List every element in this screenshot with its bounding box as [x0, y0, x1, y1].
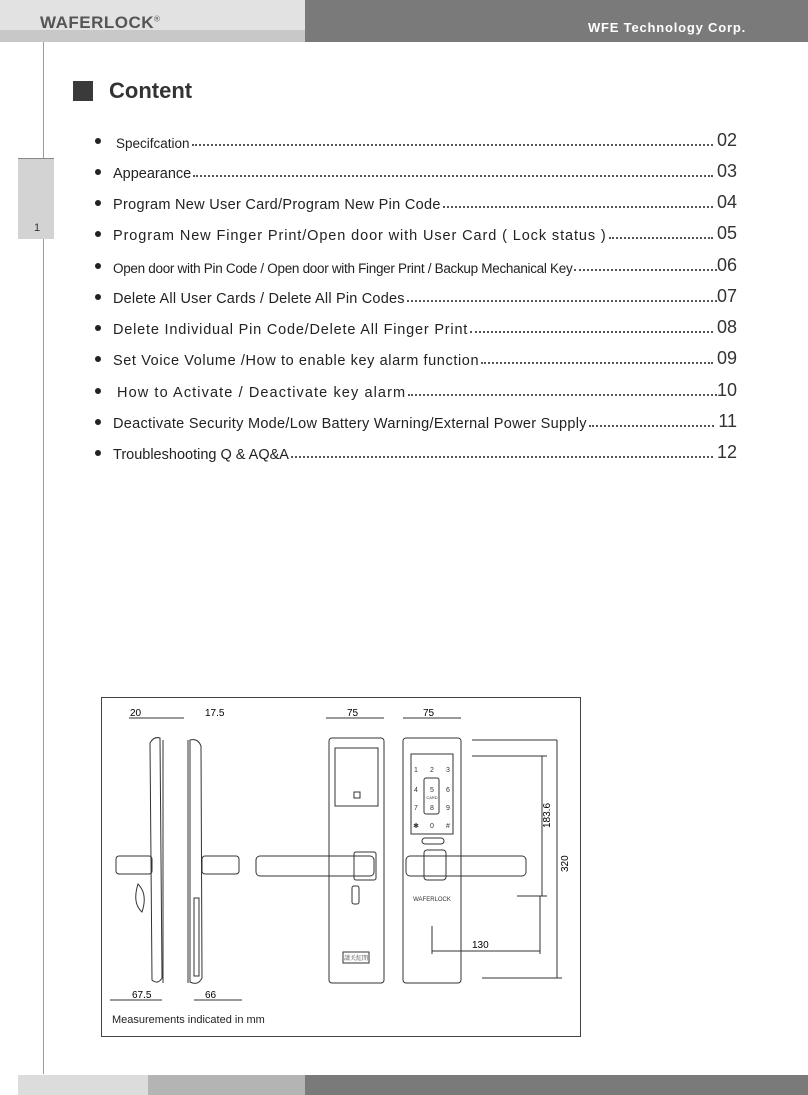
bullet-icon: [95, 419, 101, 425]
toc-label: Troubleshooting Q & AQ&A: [113, 447, 289, 463]
toc-item[interactable]: [95, 127, 737, 151]
bullet-icon: [95, 231, 101, 237]
toc-label: Appearance: [113, 166, 192, 182]
toc-label: Set Voice Volume /How to enable key alarm function: [113, 353, 480, 369]
dim-183-6: 183.6: [542, 802, 553, 828]
toc-item[interactable]: [95, 252, 737, 276]
toc-page: 10: [716, 380, 737, 400]
key-6: 6: [446, 787, 450, 794]
toc-page: 08: [716, 317, 737, 337]
back-sticker-text: 請关紅閉: [343, 956, 369, 962]
key-9: 9: [446, 805, 450, 812]
toc-page: 05: [716, 223, 737, 243]
card-label: CARD: [426, 795, 438, 800]
toc-page: 12: [716, 442, 737, 462]
toc-label: Deactivate Security Mode/Low Battery Warning/External Power Supply: [113, 416, 587, 432]
toc-label: Program New Finger Print/Open door with User Card ( Lock status ): [113, 228, 607, 244]
bullet-icon: [95, 138, 101, 144]
toc-label: How to Activate / Deactivate key alarm: [117, 385, 407, 401]
dim-17-5: 17.5: [205, 708, 225, 719]
front-top-panel: [335, 748, 378, 806]
toc-page: 11: [718, 411, 737, 431]
dim-75-front: 75: [347, 708, 359, 719]
key-4: 4: [414, 787, 418, 794]
key-5: 5: [430, 787, 434, 794]
toc-item[interactable]: [95, 189, 737, 213]
toc-leader: [470, 331, 713, 333]
toc-item[interactable]: [95, 377, 737, 401]
bullet-icon: [95, 263, 101, 269]
toc-item[interactable]: [95, 220, 737, 244]
dim-130: 130: [472, 940, 489, 951]
bullet-icon: [95, 169, 101, 175]
company-name: WFE Technology Corp.: [587, 20, 746, 35]
bullet-icon: [95, 450, 101, 456]
footer-bar-light: [18, 1075, 158, 1095]
dim-320: 320: [560, 855, 571, 872]
toc-page: 07: [716, 286, 737, 306]
toc-label: Delete All User Cards / Delete All Pin Codes: [113, 291, 405, 307]
toc-label: Open door with Pin Code / Open door with Finger Print / Backup Mechanical Key: [113, 261, 573, 276]
toc-label: Program New User Card/Program New Pin Code: [113, 197, 441, 213]
toc-item[interactable]: [95, 314, 737, 338]
dim-20: 20: [130, 708, 142, 719]
bullet-icon: [95, 325, 101, 331]
key-3: 3: [446, 767, 450, 774]
toc-item[interactable]: [95, 345, 737, 369]
key-1: 1: [414, 767, 418, 774]
toc-leader: [443, 206, 713, 208]
lock-drawing-svg: [102, 698, 580, 1036]
toc-leader: [193, 175, 713, 177]
keyhole: [352, 886, 359, 904]
key-hash: #: [446, 823, 450, 830]
toc-page: 04: [716, 192, 737, 212]
bullet-icon: [95, 294, 101, 300]
front-brand: WAFERLOCK: [413, 897, 451, 903]
toc-item[interactable]: [95, 283, 737, 307]
toc-label: Specifcation: [116, 136, 190, 151]
toc-page: 02: [716, 130, 737, 150]
dim-67-5: 67.5: [132, 990, 152, 1001]
toc-leader: [574, 269, 717, 271]
key-0: 0: [430, 823, 434, 830]
toc-item[interactable]: [95, 439, 737, 463]
key-8: 8: [430, 805, 434, 812]
side-handle-right: [202, 856, 239, 874]
toc-leader: [589, 425, 715, 427]
side-view-inner: [190, 740, 202, 984]
toc-leader: [291, 456, 713, 458]
footer-bar-mid: [148, 1075, 308, 1095]
toc-leader: [407, 300, 717, 302]
page-number: 1: [34, 222, 41, 234]
dim-75-back: 75: [423, 708, 435, 719]
page-title: Content: [109, 78, 193, 103]
toc-item[interactable]: [95, 158, 737, 182]
toc-page: 06: [716, 255, 737, 275]
side-handle-left: [116, 856, 152, 874]
dim-66: 66: [205, 990, 217, 1001]
keypad-area: [411, 754, 453, 834]
toc-leader: [408, 394, 717, 396]
toc-item[interactable]: [95, 408, 737, 432]
toc-label: Delete Individual Pin Code/Delete All Finger Print: [113, 322, 469, 338]
brand-logo: WAFERLOCK®: [40, 13, 161, 32]
toc-leader: [192, 144, 713, 146]
bullet-icon: [95, 200, 101, 206]
footer-bar-dark: [305, 1075, 808, 1095]
toc-leader: [481, 362, 713, 364]
key-2: 2: [430, 767, 434, 774]
toc-page: 09: [716, 348, 737, 368]
thumb-turn: [136, 884, 145, 912]
key-7: 7: [414, 805, 418, 812]
dimension-drawing: [101, 697, 581, 1037]
toc-page: 03: [716, 161, 737, 181]
bullet-icon: [95, 388, 101, 394]
front-handle: [256, 856, 374, 876]
heading-square-icon: [73, 81, 93, 101]
key-star: ✱: [413, 823, 419, 830]
lock-body: [194, 898, 199, 976]
bullet-icon: [95, 356, 101, 362]
toc-leader: [609, 237, 713, 239]
measurement-note: Measurements indicated in mm: [112, 1014, 265, 1026]
